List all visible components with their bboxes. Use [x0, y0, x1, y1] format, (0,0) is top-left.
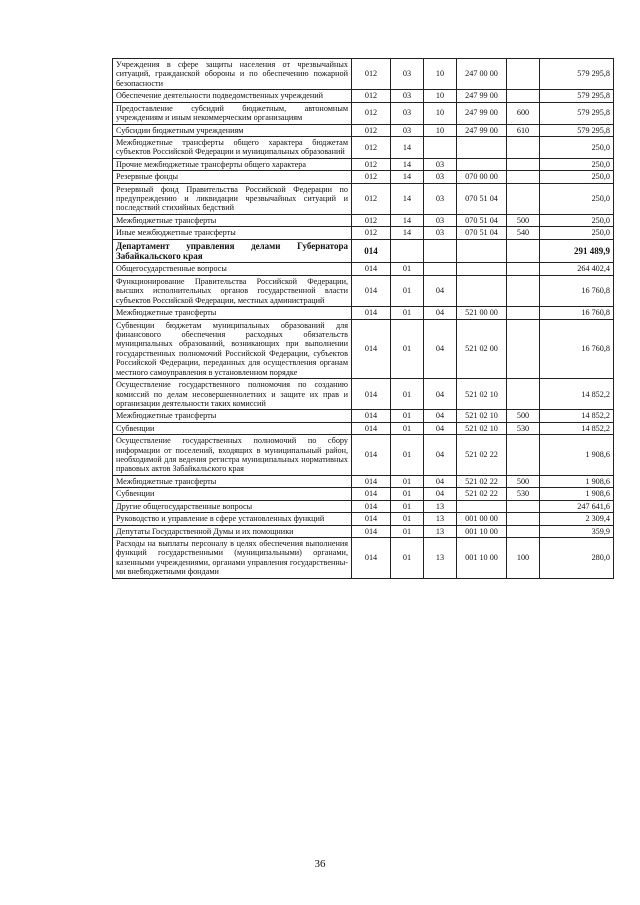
subsection-code: 10	[424, 90, 457, 102]
table-row	[113, 171, 614, 183]
table-row	[113, 263, 614, 275]
row-name: Субвенции	[113, 488, 352, 500]
amount: 250,0	[540, 183, 614, 214]
department-code: 012	[352, 59, 391, 90]
department-code: 014	[352, 410, 391, 422]
expense-type-code	[507, 513, 540, 525]
amount: 247 641,6	[540, 500, 614, 512]
target-item-code: 521 02 10	[457, 422, 507, 434]
amount: 579 295,8	[540, 90, 614, 102]
expense-type-code: 500	[507, 214, 540, 226]
subsection-code: 03	[424, 183, 457, 214]
subsection-code: 10	[424, 59, 457, 90]
department-code: 014	[352, 307, 391, 319]
expense-type-code	[507, 239, 540, 263]
expense-type-code	[507, 171, 540, 183]
target-item-code: 521 02 10	[457, 410, 507, 422]
department-code: 012	[352, 90, 391, 102]
target-item-code: 521 02 22	[457, 488, 507, 500]
row-name: Общегосударственные вопросы	[113, 263, 352, 275]
row-name: Депутаты Государственной Думы и их помощники	[113, 525, 352, 537]
page-number: 36	[314, 858, 326, 870]
table-row	[113, 475, 614, 487]
expense-type-code: 600	[507, 102, 540, 124]
section-code: 14	[391, 171, 424, 183]
expense-type-code	[507, 379, 540, 410]
table-row	[113, 214, 614, 226]
expense-type-code	[507, 183, 540, 214]
expense-type-code	[507, 158, 540, 170]
subsection-code	[424, 239, 457, 263]
department-code: 014	[352, 319, 391, 379]
target-item-code: 001 00 00	[457, 513, 507, 525]
expense-type-code: 500	[507, 410, 540, 422]
row-name: Межбюджетные трансферты	[113, 214, 352, 226]
row-name: Осуществление государственного полномочия по созданию комиссий по делам несовершеннолетних и защите их прав и организации деятельности таких комиссий	[113, 379, 352, 410]
section-code: 01	[391, 488, 424, 500]
row-name: Департамент управления делами Губернатора Забайкальского края	[113, 239, 352, 263]
amount: 291 489,9	[540, 239, 614, 263]
target-item-code	[457, 158, 507, 170]
amount: 16 760,8	[540, 307, 614, 319]
amount: 250,0	[540, 136, 614, 158]
subsection-code: 04	[424, 422, 457, 434]
section-code: 01	[391, 475, 424, 487]
section-code: 01	[391, 275, 424, 306]
expense-type-code	[507, 525, 540, 537]
amount: 1 908,6	[540, 475, 614, 487]
table-row	[113, 422, 614, 434]
expense-type-code: 500	[507, 475, 540, 487]
target-item-code	[457, 263, 507, 275]
expense-type-code: 530	[507, 422, 540, 434]
section-code: 03	[391, 102, 424, 124]
amount: 250,0	[540, 214, 614, 226]
target-item-code: 521 00 00	[457, 307, 507, 319]
expense-type-code	[507, 136, 540, 158]
row-name: Обеспечение деятельности подведомственных учреждений	[113, 90, 352, 102]
department-code: 012	[352, 183, 391, 214]
amount: 16 760,8	[540, 275, 614, 306]
section-code	[391, 239, 424, 263]
amount: 280,0	[540, 537, 614, 578]
table-row	[113, 307, 614, 319]
row-name: Субвенции бюджетам муниципальных образований для финансового обеспечения расходных обязательств муниципальных образований, возникающих при выполнении государственных полномочий Российской Федерации, субъектов Российской Федерации, переданных для осуществления органам местного самоуправления в установленном порядке	[113, 319, 352, 379]
expense-type-code	[507, 319, 540, 379]
table-row	[113, 227, 614, 239]
section-code: 01	[391, 525, 424, 537]
table-row	[113, 183, 614, 214]
section-code: 01	[391, 379, 424, 410]
row-name: Субсидии бюджетным учреждениям	[113, 124, 352, 136]
department-code: 014	[352, 435, 391, 476]
subsection-code: 03	[424, 214, 457, 226]
section-code: 01	[391, 422, 424, 434]
table-row	[113, 525, 614, 537]
budget-table	[112, 58, 614, 579]
table-row	[113, 500, 614, 512]
amount: 579 295,8	[540, 59, 614, 90]
amount: 579 295,8	[540, 102, 614, 124]
subsection-code: 04	[424, 435, 457, 476]
department-code: 014	[352, 379, 391, 410]
subsection-code: 04	[424, 475, 457, 487]
department-code: 014	[352, 275, 391, 306]
section-code: 01	[391, 500, 424, 512]
row-name: Межбюджетные трансферты	[113, 410, 352, 422]
subsection-code: 04	[424, 488, 457, 500]
target-item-code: 070 51 04	[457, 214, 507, 226]
section-code: 14	[391, 136, 424, 158]
section-code: 01	[391, 435, 424, 476]
table-body	[113, 59, 614, 579]
target-item-code: 521 02 00	[457, 319, 507, 379]
expense-type-code	[507, 90, 540, 102]
expense-type-code: 100	[507, 537, 540, 578]
amount: 1 908,6	[540, 435, 614, 476]
row-name: Другие общегосударственные вопросы	[113, 500, 352, 512]
target-item-code	[457, 239, 507, 263]
department-code: 012	[352, 158, 391, 170]
target-item-code: 521 02 22	[457, 435, 507, 476]
subsection-code: 10	[424, 124, 457, 136]
target-item-code: 521 02 10	[457, 379, 507, 410]
expense-type-code	[507, 500, 540, 512]
table-row	[113, 239, 614, 263]
row-name: Расходы на выплаты персоналу в целях обеспечения выполнения функций государственными (муниципальными) органами, казенными учреждениями, органами управления государственными внебюджетными фондами	[113, 537, 352, 578]
department-code: 014	[352, 488, 391, 500]
expense-type-code	[507, 59, 540, 90]
subsection-code: 13	[424, 513, 457, 525]
section-code: 01	[391, 513, 424, 525]
table-row	[113, 136, 614, 158]
department-code: 014	[352, 537, 391, 578]
section-code: 14	[391, 158, 424, 170]
row-name: Прочие межбюджетные трансферты общего характера	[113, 158, 352, 170]
row-name: Межбюджетные трансферты	[113, 307, 352, 319]
table-row	[113, 59, 614, 90]
amount: 250,0	[540, 158, 614, 170]
section-code: 14	[391, 214, 424, 226]
subsection-code: 04	[424, 307, 457, 319]
amount: 14 852,2	[540, 410, 614, 422]
subsection-code: 10	[424, 102, 457, 124]
subsection-code: 03	[424, 171, 457, 183]
row-name: Функционирование Правительства Российской Федерации, высших исполнительных органов государственной власти субъектов Российской Федерации, местных администраций	[113, 275, 352, 306]
row-name: Субвенции	[113, 422, 352, 434]
department-code: 014	[352, 263, 391, 275]
section-code: 01	[391, 410, 424, 422]
target-item-code: 247 99 00	[457, 90, 507, 102]
department-code: 014	[352, 513, 391, 525]
target-item-code: 247 99 00	[457, 102, 507, 124]
department-code: 012	[352, 227, 391, 239]
expense-type-code: 530	[507, 488, 540, 500]
amount: 16 760,8	[540, 319, 614, 379]
target-item-code: 521 02 22	[457, 475, 507, 487]
subsection-code: 04	[424, 410, 457, 422]
department-code: 014	[352, 475, 391, 487]
row-name: Руководство и управление в сфере установленных функций	[113, 513, 352, 525]
row-name: Резервный фонд Правительства Российской Федерации по предупреждению и ликвидации чрезвычайных ситуаций и последствий стихийных бедствий	[113, 183, 352, 214]
amount: 359,9	[540, 525, 614, 537]
row-name: Иные межбюджетные трансферты	[113, 227, 352, 239]
expense-type-code: 540	[507, 227, 540, 239]
section-code: 03	[391, 90, 424, 102]
subsection-code: 13	[424, 537, 457, 578]
amount: 14 852,2	[540, 379, 614, 410]
table-row	[113, 537, 614, 578]
target-item-code: 001 10 00	[457, 525, 507, 537]
target-item-code: 247 00 00	[457, 59, 507, 90]
row-name: Межбюджетные трансферты	[113, 475, 352, 487]
expense-type-code: 610	[507, 124, 540, 136]
expense-type-code	[507, 275, 540, 306]
department-code: 012	[352, 171, 391, 183]
expense-type-code	[507, 435, 540, 476]
department-code: 014	[352, 525, 391, 537]
target-item-code: 070 51 04	[457, 183, 507, 214]
amount: 250,0	[540, 227, 614, 239]
section-code: 01	[391, 307, 424, 319]
section-code: 01	[391, 537, 424, 578]
department-code: 012	[352, 214, 391, 226]
target-item-code	[457, 500, 507, 512]
target-item-code: 247 99 00	[457, 124, 507, 136]
target-item-code: 070 00 00	[457, 171, 507, 183]
subsection-code: 04	[424, 319, 457, 379]
table-row	[113, 379, 614, 410]
subsection-code: 04	[424, 275, 457, 306]
subsection-code: 04	[424, 379, 457, 410]
table-row	[113, 410, 614, 422]
expense-type-code	[507, 263, 540, 275]
department-code: 014	[352, 239, 391, 263]
table-row	[113, 435, 614, 476]
table-row	[113, 124, 614, 136]
section-code: 14	[391, 227, 424, 239]
department-code: 012	[352, 102, 391, 124]
row-name: Учреждения в сфере защиты населения от чрезвычайных ситуаций, гражданской обороны и по обеспечению пожарной безопасности	[113, 59, 352, 90]
table-row	[113, 319, 614, 379]
target-item-code	[457, 136, 507, 158]
table-row	[113, 158, 614, 170]
department-code: 012	[352, 124, 391, 136]
amount: 250,0	[540, 171, 614, 183]
expense-type-code	[507, 307, 540, 319]
row-name: Предоставление субсидий бюджетным, автономным учреждениям и иным некоммерческим организациям	[113, 102, 352, 124]
subsection-code: 03	[424, 227, 457, 239]
row-name: Резервные фонды	[113, 171, 352, 183]
row-name: Межбюджетные трансферты общего характера бюджетам субъектов Российской Федерации и муниципальных образований	[113, 136, 352, 158]
amount: 264 402,4	[540, 263, 614, 275]
section-code: 03	[391, 59, 424, 90]
subsection-code: 03	[424, 158, 457, 170]
section-code: 03	[391, 124, 424, 136]
section-code: 01	[391, 263, 424, 275]
table-row	[113, 102, 614, 124]
amount: 1 908,6	[540, 488, 614, 500]
table-row	[113, 90, 614, 102]
subsection-code: 13	[424, 500, 457, 512]
target-item-code: 001 10 00	[457, 537, 507, 578]
section-code: 14	[391, 183, 424, 214]
row-name: Осуществление государственных полномочий по сбору информации от поселений, входящих в муниципальный район, необходимой для ведения регистра муниципальных нормативных правовых актов Забайкальского края	[113, 435, 352, 476]
target-item-code	[457, 275, 507, 306]
amount: 2 309,4	[540, 513, 614, 525]
subsection-code	[424, 263, 457, 275]
table-row	[113, 275, 614, 306]
table-row	[113, 488, 614, 500]
department-code: 014	[352, 500, 391, 512]
table-row	[113, 513, 614, 525]
subsection-code: 13	[424, 525, 457, 537]
amount: 579 295,8	[540, 124, 614, 136]
department-code: 012	[352, 136, 391, 158]
department-code: 014	[352, 422, 391, 434]
section-code: 01	[391, 319, 424, 379]
subsection-code	[424, 136, 457, 158]
amount: 14 852,2	[540, 422, 614, 434]
target-item-code: 070 51 04	[457, 227, 507, 239]
